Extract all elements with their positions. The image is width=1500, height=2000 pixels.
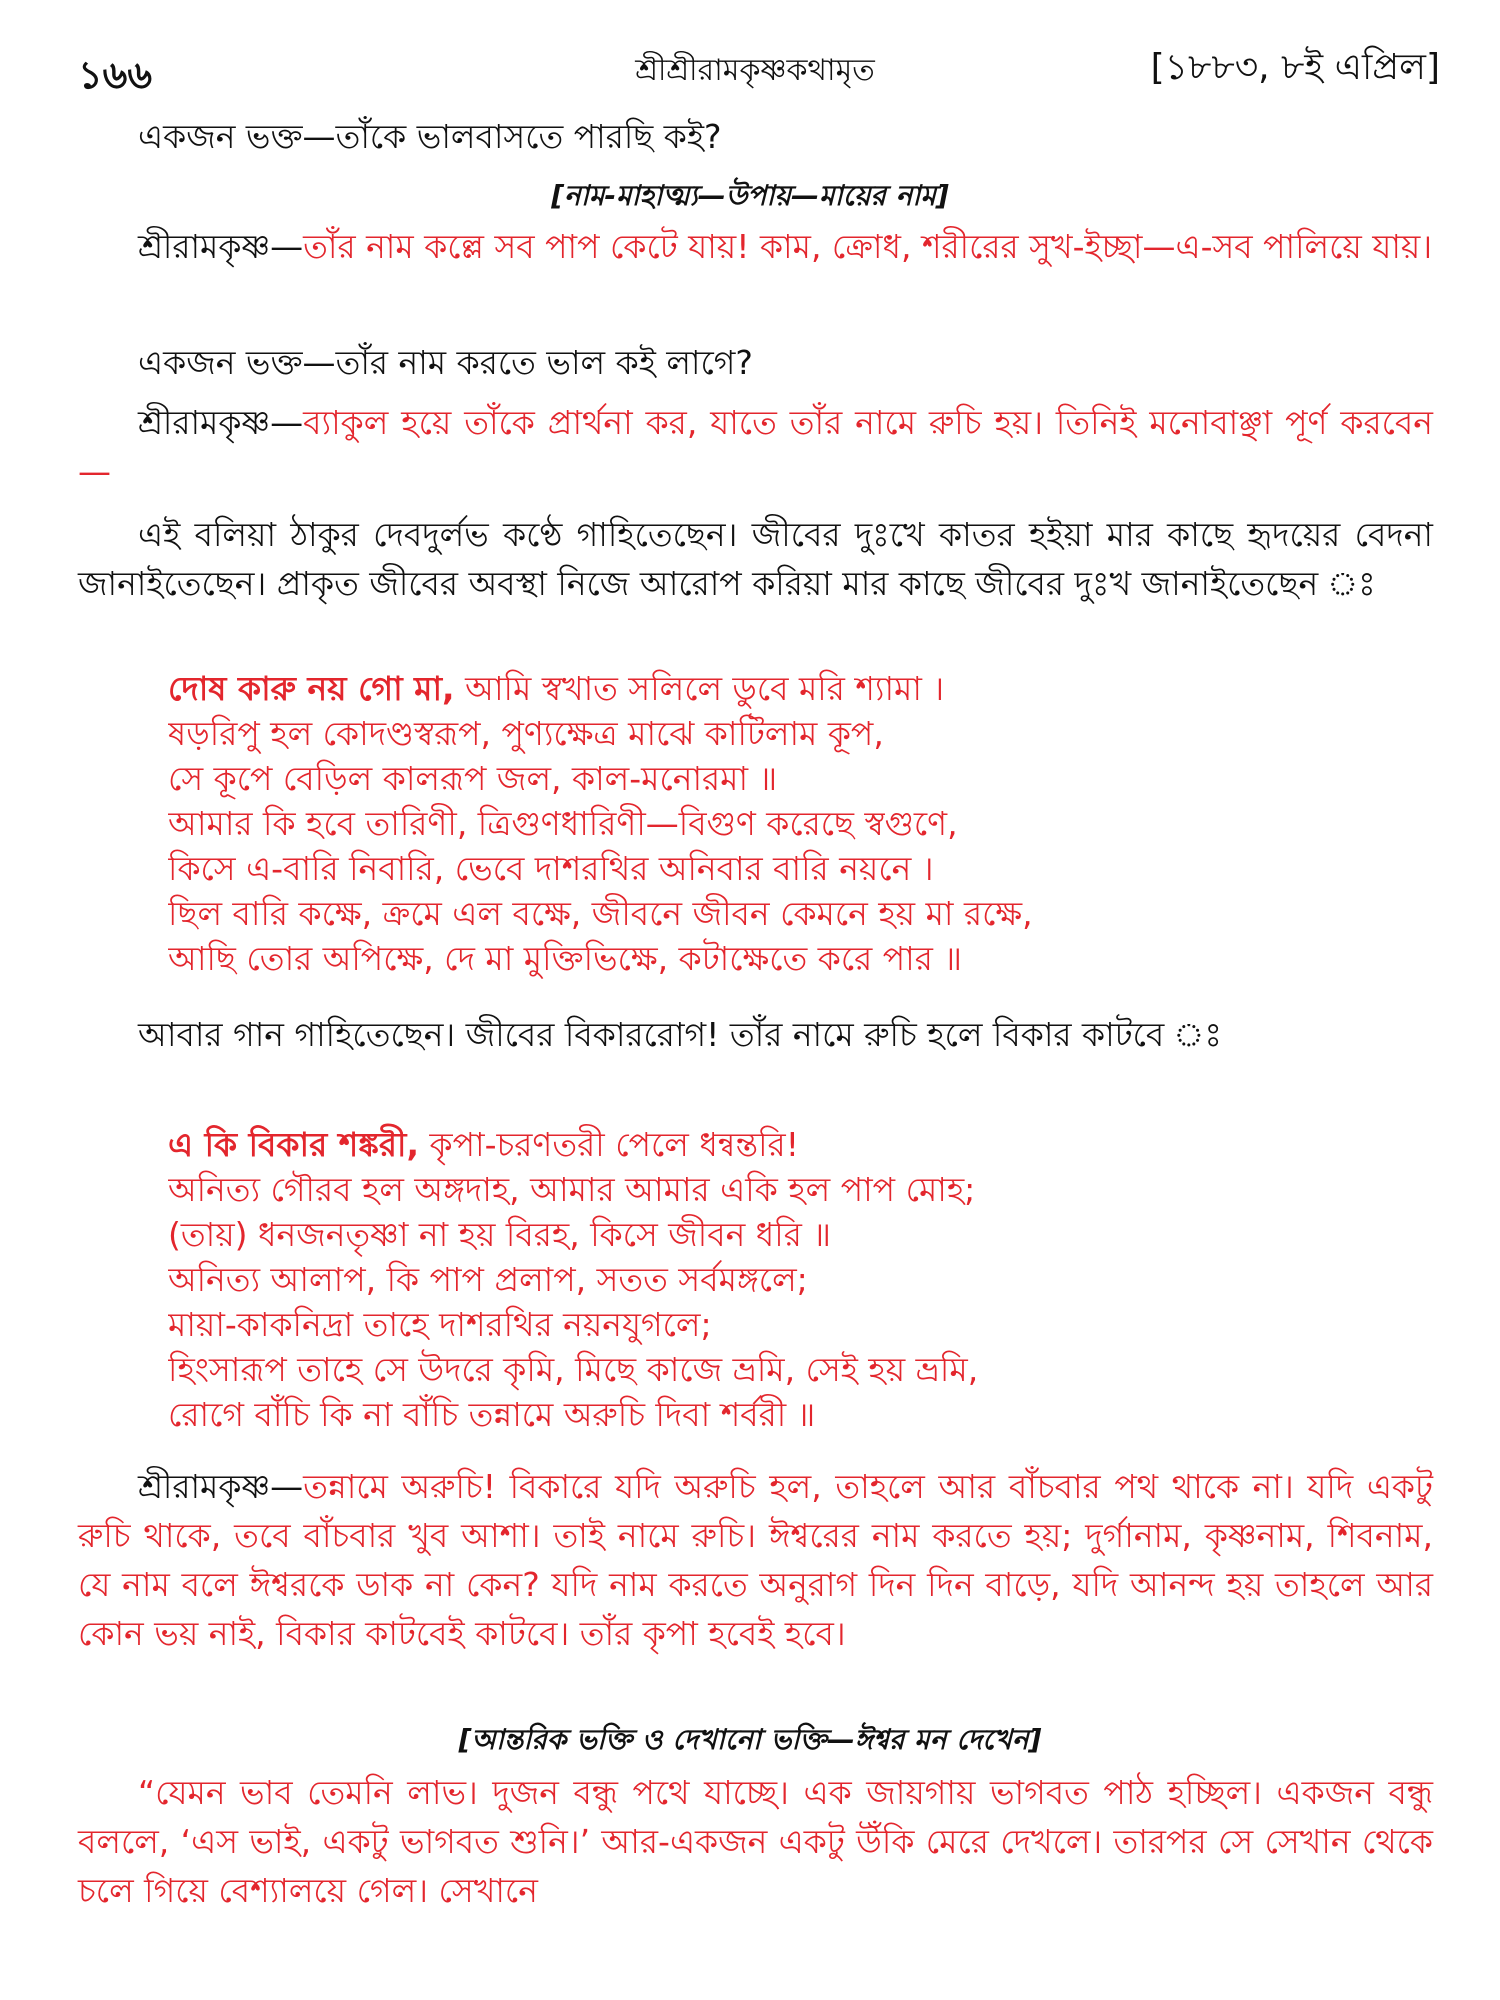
song-line: মায়া-কাকনিদ্রা তাহে দাশরথির নয়নযুগলে; [168,1305,712,1344]
song-opening: দোষ কারু নয় গো মা, [168,669,455,708]
page-number: ১৬৬ [78,53,153,97]
devotee-question-2 [78,338,1433,387]
speaker-label: শ্রীরামকৃষ্ণ— [138,227,304,266]
song-line: ষড়রিপু হল কোদণ্ডস্বরূপ, পুণ্যক্ষেত্র মাঝে কাটিলাম কূপ, [168,714,884,753]
speaker-label: একজন ভক্ত— [138,343,336,382]
dialogue-text: তাঁর নাম কল্লে সব পাপ কেটে যায়! কাম, ক্রোধ, শরীরের সুখ-ইচ্ছা—এ-সব পালিয়ে যায়। [303,227,1433,266]
speaker-label: শ্রীরামকৃষ্ণ— [138,403,304,442]
ramakrishna-answer-1 [78,222,1433,271]
narration-paragraph-1: এই বলিয়া ঠাকুর দেবদুর্লভ কণ্ঠে গাহিতেছেন। জীবের দুঃখে কাতর হইয়া মার কাছে হৃদয়ের বেদনা জানাইতেছেন। প্রাকৃত জীবের অবস্থা নিজে আরোপ করিয়া মার কাছে জীবের দুঃখ জানাইতেছেন ঃ [78,515,1433,603]
song-line: (তায়) ধনজনতৃষ্ণা না হয় বিরহ, কিসে জীবন ধরি ॥ [168,1215,832,1254]
song-line: অনিত্য আলাপ, কি পাপ প্রলাপ, সতত সর্বমঙ্গলে; [168,1260,808,1299]
dialogue-text: তাঁর নাম করতে ভাল কই লাগে? [335,343,753,382]
song-line: অনিত্য গৌরব হল অঙ্গদাহ, আমার আমার একি হল পাপ মোহ; [168,1170,976,1209]
song-line: সে কূপে বেড়িল কালরূপ জল, কাল-মনোরমা ॥ [168,759,778,798]
ramakrishna-answer-3 [78,1462,1433,1658]
speaker-label: একজন ভক্ত— [138,117,336,156]
section-heading-1: [নাম-মাহাত্ম্য—উপায়—মায়ের নাম] [551,179,949,212]
song-line: কিসে এ-বারি নিবারি, ভেবে দাশরথির অনিবার বারি নয়নে । [168,849,934,888]
header-date: [১৮৮৩, ৮ই এপ্রিল] [1150,47,1440,88]
parable-paragraph: “যেমন ভাব তেমনি লাভ। দুজন বন্ধু পথে যাচ্ছে। এক জায়গায় ভাগবত পাঠ হচ্ছিল। একজন বন্ধু বললে, ‘এস ভাই, একটু ভাগবত শুনি।’ আর-একজন একটু উঁকি মেরে দেখলে। তারপর সে সেখান থেকে চলে গিয়ে বেশ্যালয়ে গেল। সেখানে [78,1773,1433,1910]
dialogue-text: ব্যাকুল হয়ে তাঁকে প্রার্থনা কর, যাতে তাঁর নামে রুচি হয়। তিনিই মনোবাঞ্ছা পূর্ণ করবেন— [78,403,1433,491]
narration-paragraph-2: আবার গান গাহিতেছেন। জীবের বিকাররোগ! তাঁর নামে রুচি হলে বিকার কাটবে ঃ [138,1015,1222,1054]
song-opening: এ কি বিকার শঙ্করী, [168,1125,420,1164]
song-line: ছিল বারি কক্ষে, ক্রমে এল বক্ষে, জীবনে জীবন কেমনে হয় মা রক্ষে, [168,894,1033,933]
song-line: হিংসারূপ তাহে সে উদরে কৃমি, মিছে কাজে ভ্রমি, সেই হয় ভ্রমি, [168,1350,979,1389]
song-line: আছি তোর অপিক্ষে, দে মা মুক্তিভিক্ষে, কটাক্ষেতে করে পার ॥ [168,939,963,978]
devotee-question-1 [78,112,1433,161]
song-line: এ কি বিকার শঙ্করী, কৃপা-চরণতরী পেলে ধন্বন্তরি! [168,1125,799,1164]
song-line: রোগে বাঁচি কি না বাঁচি তন্নামে অরুচি দিবা শর্বরী ॥ [168,1395,816,1434]
dialogue-text: তাঁকে ভালবাসতে পারছি কই? [335,117,722,156]
running-title: শ্রীশ্রীরামকৃষ্ণকথামৃত [635,53,875,88]
song-1 [168,666,1418,981]
song-line: আমার কি হবে তারিণী, ত্রিগুণধারিণী—বিগুণ করেছে স্বগুণে, [168,804,958,843]
section-heading-2: [আন্তরিক ভক্তি ও দেখানো ভক্তি—ঈশ্বর মন দেখেন] [458,1723,1042,1756]
song-line: দোষ কারু নয় গো মা, আমি স্বখাত সলিলে ডুবে মরি শ্যামা । [168,669,945,708]
ramakrishna-answer-2 [78,398,1433,496]
speaker-label: শ্রীরামকৃষ্ণ— [138,1467,304,1506]
dialogue-text: তন্নামে অরুচি! বিকারে যদি অরুচি হল, তাহলে আর বাঁচবার পথ থাকে না। যদি একটু রুচি থাকে, তবে বাঁচবার খুব আশা। তাই নামে রুচি। ঈশ্বরের নাম করতে হয়; দুর্গানাম, কৃষ্ণনাম, শিবনাম, যে নাম বলে ঈশ্বরকে ডাক না কেন? যদি নাম করতে অনুরাগ দিন দিন বাড়ে, যদি আনন্দ হয় তাহলে আর কোন ভয় নাই, বিকার কাটবেই কাটবে। তাঁর কৃপা হবেই হবে। [78,1467,1433,1653]
song-2 [168,1122,1418,1437]
page-header [70,40,1440,100]
